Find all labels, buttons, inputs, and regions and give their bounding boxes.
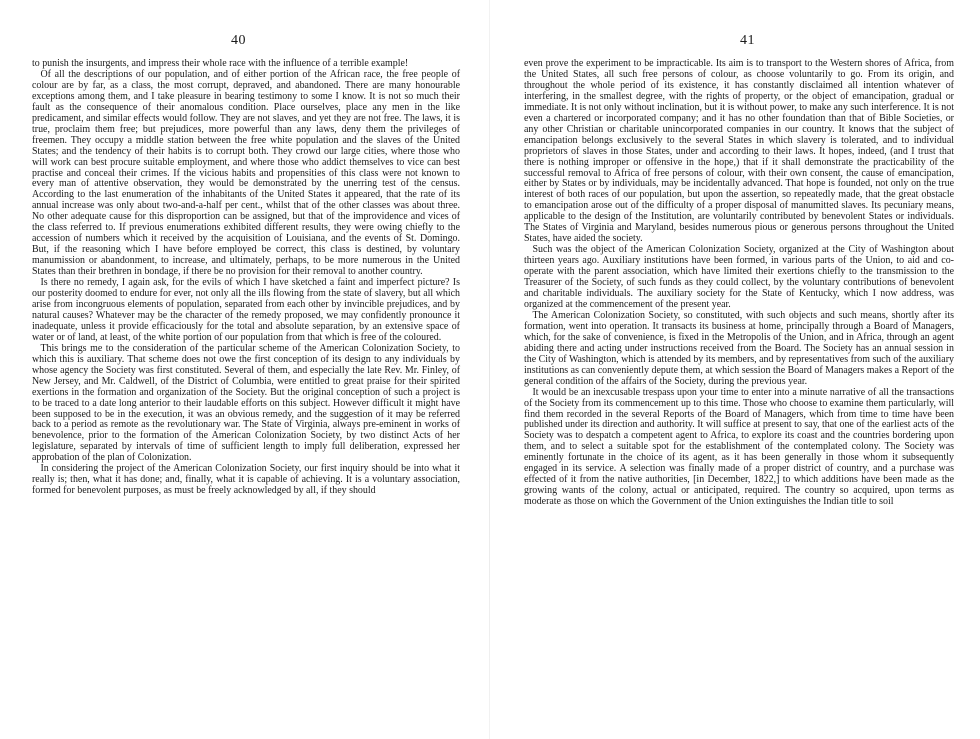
- paragraph: even prove the experiment to be impracticable. Its aim is to transport to the Western shores of Africa, from the United States, all such free persons of colour, as choose voluntarily to go. From its origin, and throughout the whole period of its existence, it has constantly disclaimed all intention whatever of interfering, in the smallest degree, with the rights of property, or the object of emancipation, gradual or immediate. It is not only without inclination, but it is without power, to make any such interference. It is not even a chartered or incorporated company; and it has no other foundation than that of Bible Societies, or any other Christian or charitable unincorporated companies in our country. It knows that the subject of emancipation belongs exclusively to the several States in which slavery is tolerated, and to individual proprietors of slaves in those States, under and according to their laws. It hopes, indeed, (and I trust that there is nothing improper or offensive in the hope,) that if it shall demonstrate the practicability of the successful removal to Africa of free persons of colour, with their own consent, the cause of emancipation, either by States or by individuals, may be incidentally advanced. That hope is founded, not only on the true interest of both races of our population, but upon the assertion, so repeatedly made, that the great obstacle to emancipation arose out of the difficulty of a proper disposal of manumitted slaves. Its pecuniary means, applicable to the design of the Institution, are voluntarily contributed by benevolent States or individuals. The States of Virginia and Maryland, besides numerous pious or generous persons throughout the United States, have aided the society.: [524, 58, 954, 245]
- right-page-text: [524, 59, 954, 508]
- paragraph: to punish the insurgents, and impress their whole race with the influence of a terrible example!: [32, 58, 409, 69]
- paragraph: This brings me to the consideration of the particular scheme of the American Colonization Society, to which this is auxiliary. That scheme does not owe the first conception of its design to any individuals by whose agency the Society was first constituted. Several of them, and especially the late Rev. Mr. Finley, of New Jersey, and Mr. Caldwell, of the District of Columbia, were entitled to great praise for their spirited exertions in the formation and organization of the Society. But the original conception of such a project is to be traced to a date long anterior to their laudable efforts on this subject. However difficult it might have been supposed to be in the execution, it was an obvious remedy, and the suggestion of it may be referred back to a period as remote as the revolutionary war. The State of Virginia, always pre-eminent in works of benevolence, prior to the formation of the American Colonization Society, by two distinct Acts of her legislature, separated by intervals of time of sufficient length to imply full deliberation, expressed her approbation of the plan of Colonization.: [32, 342, 460, 464]
- paragraph: Of all the descriptions of our population, and of either portion of the African race, the free people of colour are by far, as a class, the most corrupt, depraved, and abandoned. There are many honourable exceptions among them, and I take pleasure in bearing testimony to some I know. It is not so much their fault as the consequence of their anomalous condition. Place ourselves, place any men in the like predicament, and similar effects would follow. They are not slaves, and yet they are not free. The laws, it is true, proclaim them free; but prejudices, more powerful than any laws, deny them the privileges of freemen. They occupy a middle station between the free white population and the slaves of the United States; and the tendency of their habits is to corrupt both. They crowd our large cities, where those who will work can best procure suitable employment, and where those who addict themselves to vice can best practise and conceal their crimes. If the vicious habits and propensities of this class were not known to every man of attentive observation, they would be demonstrated by the unerring test of the census. According to the last enumeration of the inhabitants of the United States it appeared, that the rate of its annual increase was only about two-and-a-half per cent., whilst that of the other classes was about three. No other adequate cause for this disproportion can be assigned, but that of the improvidence and vices of the class referred to. If previous enumerations exhibited different results, they were owing chiefly to the accession of numbers which it received by the acquisition of Louisiana, and the events of St. Domingo. But, if the reasoning which I have before employed be correct, this class is destined, by voluntary manumission or abandonment, to increase, and ultimately, perhaps, to be more numerous in the United States than their brethren in bondage, if there be no provision for their removal to another country.: [32, 68, 460, 278]
- paragraph: Such was the object of the American Colonization Society, organized at the City of Washington about thirteen years ago. Auxiliary institutions have been formed, in various parts of the Union, to aid and co-operate with the parent association, which have limited their exertions chiefly to the transmission to the Treasurer of the Society, of such funds as they could collect, by the voluntary contributions of benevolent and charitable individuals. The auxiliary society for the State of Kentucky, which I now address, was organized at the commencement of the present year.: [524, 244, 954, 310]
- left-page-text: [32, 59, 460, 497]
- paragraph: In considering the project of the American Colonization Society, our first inquiry should be into what it really is; then, what it has done; and, finally, what it is capable of achieving. It is a voluntary association, formed for benevolent purposes, as must be freely acknowledged by all, if they should: [32, 463, 460, 497]
- page-number-right: 41: [740, 33, 755, 48]
- paragraph: The American Colonization Society, so constituted, with such objects and such means, shortly after its formation, went into operation. It transacts its business at home, principally through a Board of Managers, which, for the sake of convenience, is fixed in the Metropolis of the Union, and in Africa, through an agent abiding there and acting under instructions received from the Board. The Society has an annual session in the City of Washington, which is attended by its members, and by representatives from such of the auxiliary institutions as can conveniently depute them, at which session the Board of Managers makes a Report of the general condition of the affairs of the Society, during the previous year.: [524, 309, 954, 387]
- page-number-left: 40: [231, 33, 246, 48]
- paragraph: It would be an inexcusable trespass upon your time to enter into a minute narrative of all the transactions of the Society from its commencement up to this time. Those who choose to examine them particularly, will find them recorded in the several Reports of the Board of Managers, which from time to time have been published under its direction and authority. It will suffice at present to say, that one of the earliest acts of the Society was to despatch a competent agent to Africa, to explore its coast and the countries bordering upon them, and to select a suitable spot for the establishment of the contemplated colony. The Society was eminently fortunate in the choice of its agent, as it has been generally in those whom it subsequently engaged in its service. A selection was finally made of a proper district of country, and a purchase was effected of it from the native authorities, [in December, 1822,] to which additions have been made as the growing wants of the colony, actual or anticipated, required. The country so acquired, upon terms as moderate as those on which the Government of the Union extinguishes the Indian title to soil: [524, 386, 954, 508]
- right-page: [490, 0, 980, 739]
- paragraph: Is there no remedy, I again ask, for the evils of which I have sketched a faint and imperfect picture? Is our posterity doomed to endure for ever, not only all the ills flowing from the state of slavery, but all which arise from incongruous elements of population, separated from each other by invincible prejudices, and by natural causes? Whatever may be the character of the remedy proposed, we may confidently pronounce it inadequate, unless it provide efficaciously for the total and absolute separation, by an extensive space of water or of land, at least, of the white portion of our population from that which is free of the coloured.: [32, 277, 460, 343]
